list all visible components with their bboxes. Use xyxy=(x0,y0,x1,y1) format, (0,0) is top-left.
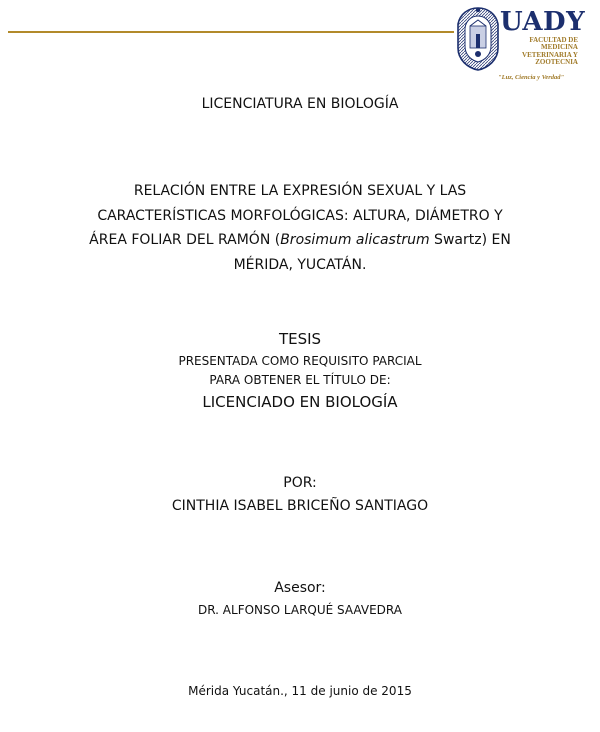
title-line: CARACTERÍSTICAS MORFOLÓGICAS: ALTURA, DIÁMETRO Y xyxy=(97,207,503,224)
to-obtain: PARA OBTENER EL TÍTULO DE: xyxy=(209,373,391,387)
species-name: Brosimum alicastrum xyxy=(280,232,430,248)
thesis-title xyxy=(50,179,550,277)
faculty-line: ZOOTECNIA xyxy=(535,57,578,66)
advisor-label: Asesor: xyxy=(274,580,326,596)
uady-logo xyxy=(452,4,596,84)
degree-name: LICENCIADO EN BIOLOGÍA xyxy=(202,393,398,411)
faculty-line: MEDICINA xyxy=(541,43,578,52)
title-line-text: ÁREA FOLIAR DEL RAMÓN ( xyxy=(89,232,281,248)
program-name: LICENCIATURA EN BIOLOGÍA xyxy=(201,96,399,112)
title-line: RELACIÓN ENTRE LA EXPRESIÓN SEXUAL Y LAS xyxy=(133,183,467,199)
title-line-text: Swartz) EN xyxy=(429,232,511,248)
university-motto: "Luz, Ciencia y Verdad" xyxy=(498,74,565,81)
thesis-label: TESIS xyxy=(278,330,322,348)
faculty-name xyxy=(488,37,578,66)
author-name: CINTHIA ISABEL BRICEÑO SANTIAGO xyxy=(171,498,429,514)
title-line xyxy=(89,232,511,248)
faculty-line: VETERINARIA Y xyxy=(522,50,578,59)
presented-as: PRESENTADA COMO REQUISITO PARCIAL xyxy=(178,354,422,368)
by-label: POR: xyxy=(283,475,317,491)
title-line: MÉRIDA, YUCATÁN. xyxy=(233,256,367,273)
advisor-name: DR. ALFONSO LARQUÉ SAAVEDRA xyxy=(198,603,402,617)
brand-name: UADY xyxy=(500,7,586,37)
place-date: Mérida Yucatán., 11 de junio de 2015 xyxy=(188,684,412,698)
faculty-line: FACULTAD DE xyxy=(529,36,578,44)
header-rule xyxy=(8,31,454,33)
